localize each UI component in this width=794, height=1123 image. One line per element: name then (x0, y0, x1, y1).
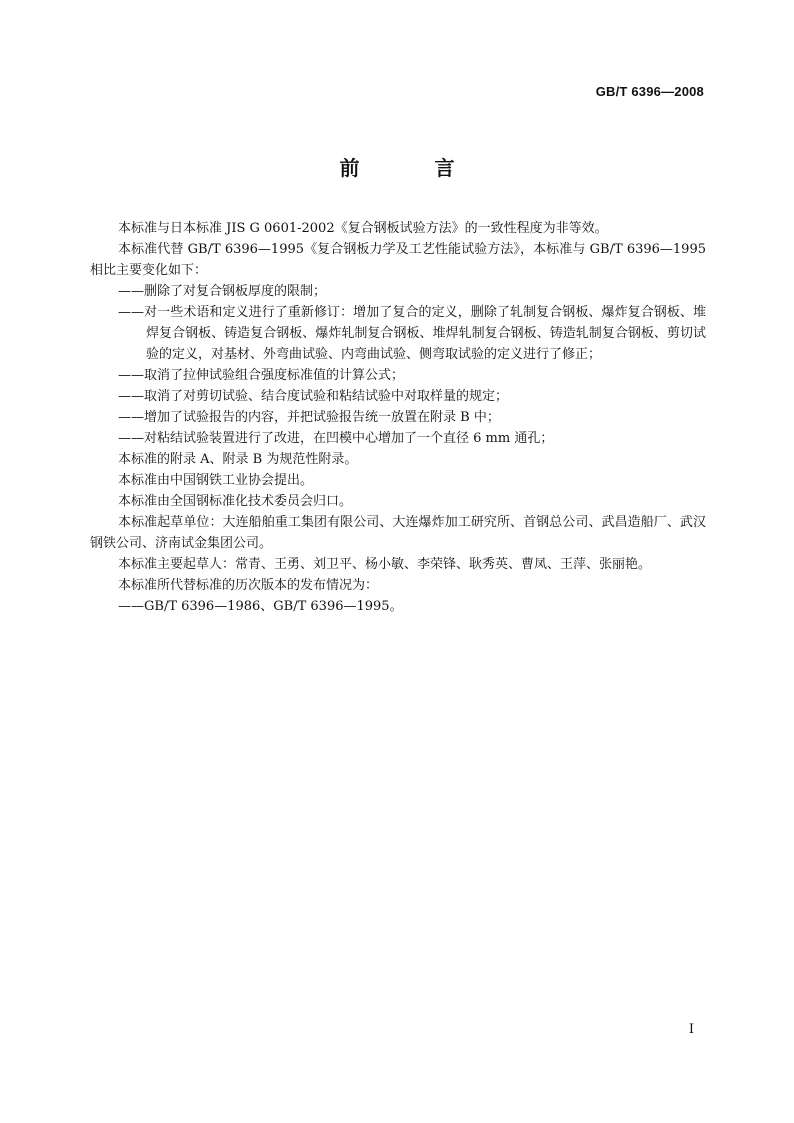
paragraph-drafters: 本标准主要起草人：常青、王勇、刘卫平、杨小敏、李荣锋、耿秀英、曹凤、王萍、张丽艳。 (118, 557, 652, 572)
paragraph-annexes: 本标准的附录 A、附录 B 为规范性附录。 (118, 452, 358, 467)
paragraph-proposed-by: 本标准由中国钢铁工业协会提出。 (118, 473, 314, 488)
history-item: ——GB/T 6396—1986、GB/T 6396—1995。 (118, 599, 403, 614)
change-item: ——增加了试验报告的内容，并把试验报告统一放置在附录 B 中； (118, 410, 500, 425)
change-item: ——对一些术语和定义进行了重新修订：增加了复合的定义，删除了轧制复合钢板、爆炸复合钢板、堆焊复合钢板、铸造复合钢板、爆炸轧制复合钢板、堆焊轧制复合钢板、铸造轧制复合钢板、剪切试验的定义，对基材、外弯曲试验、内弯曲试验、侧弯取试验的定义进行了修正； (118, 305, 706, 362)
paragraph-drafting-units: 本标准起草单位：大连船舶重工集团有限公司、大连爆炸加工研究所、首钢总公司、武昌造船厂、武汉钢铁公司、济南试金集团公司。 (90, 515, 706, 551)
paragraph-centralized-by: 本标准由全国钢标准化技术委员会归口。 (118, 494, 353, 509)
change-item: ——取消了对剪切试验、结合度试验和粘结试验中对取样量的规定； (118, 389, 509, 404)
change-item: ——对粘结试验装置进行了改进，在凹模中心增加了一个直径 6 mm 通孔； (118, 431, 554, 446)
page-title: 前 言 (339, 156, 489, 180)
paragraph-history: 本标准所代替标准的历次版本的发布情况为： (118, 578, 379, 593)
foreword-body (90, 218, 706, 617)
paragraph-replaces: 本标准代替 GB/T 6396—1995《复合钢板力学及工艺性能试验方法》，本标准与 GB/T 6396—1995 相比主要变化如下： (90, 242, 706, 278)
page-number: I (688, 1022, 694, 1037)
standard-code: GB/T 6396—2008 (595, 84, 704, 99)
change-item: ——取消了拉伸试验组合强度标准值的计算公式； (118, 368, 405, 383)
paragraph-equivalence: 本标准与日本标准 JIS G 0601-2002《复合钢板试验方法》的一致性程度为非等效。 (118, 221, 608, 236)
change-item: ——删除了对复合钢板厚度的限制； (118, 284, 327, 299)
